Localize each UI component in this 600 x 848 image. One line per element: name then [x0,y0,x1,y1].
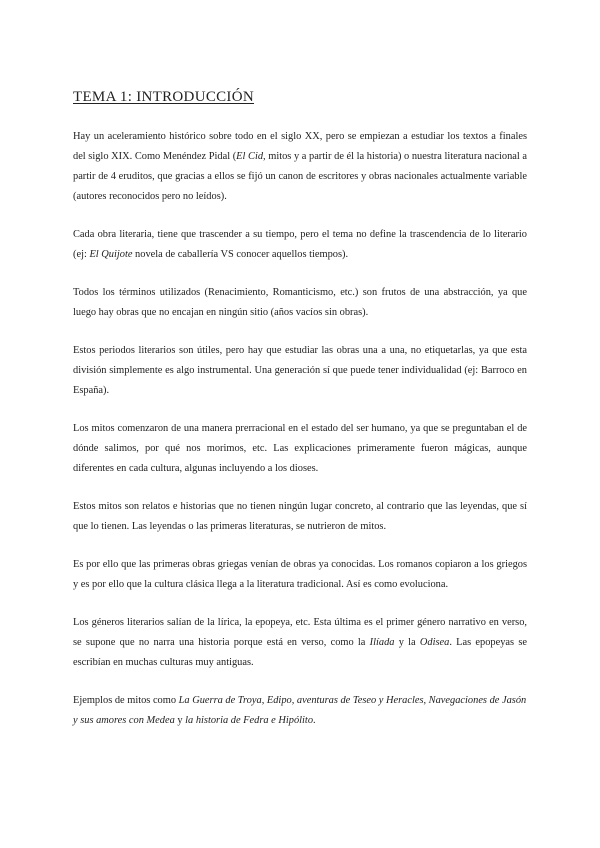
italic-text: la historia de Fedra e Hipólito [185,715,314,726]
document-body [73,89,527,749]
paragraph [73,555,527,595]
paragraph [73,419,527,479]
text-run: Hay un aceleramiento histórico sobre todo en el siglo XX, pero se empiezan a estudiar los textos a finales del siglo XIX. Como Menéndez Pidal ( [73,131,527,162]
italic-text: Ilíada [369,637,395,648]
text-run: mitos y a partir de él la historia) o nuestra literatura nacional a partir de 4 eruditos, que gracias a ellos se fijó un canon de escritores y obras nacionales actualmente variable (autores reconocidos pero no leídos). [73,151,527,202]
text-run: . [313,715,316,726]
text-run: . Las epopeyas se escribían en muchas culturas muy antiguas. [73,637,527,668]
text-run: y la [394,637,420,648]
text-run: y [174,715,186,726]
text-run: Los géneros literarios salían de la lírica, la epopeya, etc. Esta última es el primer género narrativo en verso, se supone que no narra una historia porque está en verso, como la [73,617,527,648]
text-run: Estos periodos literarios son útiles, pero hay que estudiar las obras una a una, no etiquetarlas, ya que esta división simplemente es algo instrumental. Una generación sí que puede tener individualidad (ej: Barroco en España). [73,345,527,396]
italic-text: Odisea [419,637,450,648]
paragraph [73,613,527,673]
italic-text: El Quijote [89,249,133,260]
text-run: Cada obra literaria, tiene que trascender a su tiempo, pero el tema no define la trascendencia de lo literario (ej: [73,229,527,260]
paragraph [73,127,527,207]
paragraph [73,225,527,265]
paragraph [73,497,527,537]
italic-text: El Cid, [236,151,266,162]
text-run: Ejemplos de mitos como [73,695,179,706]
text-run: Estos mitos son relatos e historias que no tienen ningún lugar concreto, al contrario que las leyendas, que sí que lo tienen. Las leyendas o las primeras literaturas, se nutrieron de mitos. [73,501,527,532]
paragraph [73,283,527,323]
text-run: Todos los términos utilizados (Renacimiento, Romanticismo, etc.) son frutos de una abstracción, ya que luego hay obras que no encajan en ningún sitio (años vacíos sin obras). [73,287,527,318]
italic-text: La Guerra de Troya [178,695,262,706]
text-run: Los mitos comenzaron de una manera prerracional en el estado del ser humano, ya que se preguntaban el de dónde salimos, por qué nos morimos, etc. Las explicaciones primeramente fueron mágicas, aunque diferentes en cada cultura, algunas incluyendo a los dioses. [73,423,527,474]
text-run: , [261,695,267,706]
paragraph [73,691,527,731]
paragraph [73,341,527,401]
paragraph-list [73,127,527,731]
text-run: Es por ello que las primeras obras griegas venían de obras ya conocidas. Los romanos copiaron a los griegos y es por ello que la cultura clásica llega a la literatura tradicional. Así es como evoluciona. [73,559,527,590]
italic-text: Edipo, aventuras de Teseo y Heracles, Navegaciones de Jasón y sus amores con Medea [73,695,527,726]
text-run: novela de caballería VS conocer aquellos tiempos). [132,249,349,260]
page-title: TEMA 1: INTRODUCCIÓN [73,89,254,105]
